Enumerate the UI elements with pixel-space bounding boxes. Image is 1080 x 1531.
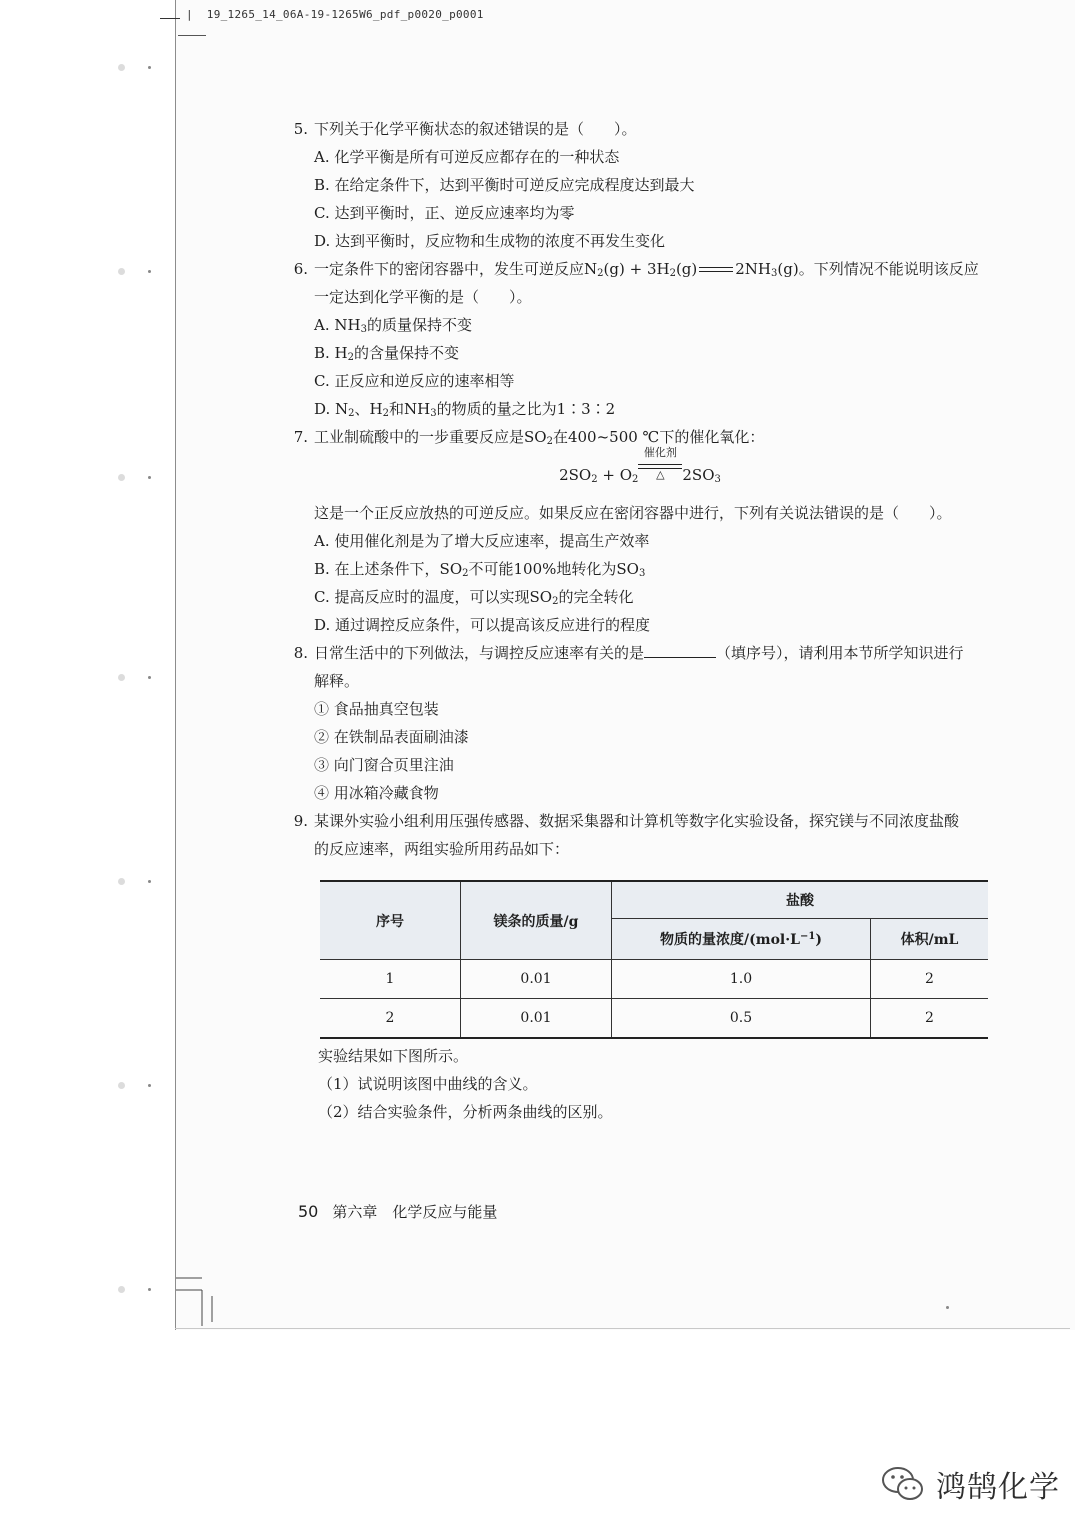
option-text: 、H — [354, 400, 383, 418]
equation: $N_2(g) + 3H_2(g)$ $2NH_3(g)$ — [584, 260, 799, 279]
reaction-equation: $2SO_2 + O_2$ 催化剂 △ $2SO_3$ — [559, 446, 721, 485]
option-d: D. 通过调控反应条件，可以提高该反应进行的程度 — [314, 616, 651, 634]
question-stem: 。下列情况不能说明该反应 — [798, 260, 979, 278]
scan-header: | 19_1265_14_06A-19-1265W6_pdf_p0020_p0001 — [160, 8, 484, 21]
crop-mark — [160, 8, 180, 19]
question-5 — [280, 115, 1000, 255]
scan-dot — [148, 270, 151, 273]
answer-blank[interactable] — [644, 641, 716, 658]
page-footer — [298, 1201, 497, 1222]
sheet-border — [175, 0, 176, 1330]
watermark — [880, 1462, 1060, 1506]
eq-term: + O — [597, 466, 633, 484]
question-stem: 一定条件下的密闭容器中，发生可逆反应 — [314, 260, 585, 278]
option-text: 的物质的量之比为1∶3∶2 — [436, 400, 616, 418]
binder-hole — [118, 64, 125, 71]
question-number: 9. — [293, 812, 308, 830]
header-mass: 镁条的质量/g — [461, 881, 612, 960]
scan-dot — [148, 476, 151, 479]
scan-dot — [148, 880, 151, 883]
eq-term: N — [584, 260, 598, 278]
heat-label: △ — [656, 468, 665, 481]
option-text: 的质量保持不变 — [366, 316, 472, 334]
catalyst-label: 催化剂 — [643, 446, 677, 459]
eq-term: 2SO — [682, 466, 715, 484]
follow-up-questions — [318, 1042, 613, 1126]
experiment-table — [320, 880, 988, 1039]
scan-dot — [148, 66, 151, 69]
option-a: A. $NH_3$的质量保持不变 — [314, 316, 472, 335]
question-list — [280, 115, 1000, 863]
option-c: C. 提高反应时的温度，可以实现$SO_2$的完全转化 — [314, 588, 634, 607]
question-stem: 一定达到化学平衡的是（ ）。 — [314, 288, 532, 306]
table-row — [320, 960, 988, 999]
wechat-logo-icon — [880, 1464, 926, 1504]
cell-mass: 0.01 — [461, 960, 612, 999]
question-6 — [280, 255, 1000, 423]
header-text: 物质的量浓度/(mol·L — [660, 932, 800, 948]
sub-question-2: （2）结合实验条件，分析两条曲线的区别。 — [318, 1103, 613, 1121]
question-stem: 解释。 — [314, 672, 360, 690]
question-stem: 下列关于化学平衡状态的叙述错误的是（ ）。 — [314, 120, 637, 138]
cell-seq: 1 — [320, 960, 461, 999]
question-stem: 日常生活中的下列做法，与调控反应速率有关的是 — [314, 644, 645, 662]
question-9 — [280, 807, 1000, 863]
question-number: 5. — [293, 120, 308, 138]
cell-concentration: 0.5 — [612, 999, 871, 1039]
question-stem: 在400~500 ℃下的催化氧化： — [552, 428, 765, 446]
page-number: 50 — [298, 1202, 319, 1221]
eq-term: 2NH — [735, 260, 771, 278]
crop-mark — [178, 35, 206, 36]
chapter-title: 第六章 化学反应与能量 — [332, 1203, 498, 1221]
option-text: D. N — [314, 400, 349, 418]
cell-mass: 0.01 — [461, 999, 612, 1039]
binder-hole — [118, 474, 125, 481]
scan-dot — [148, 1084, 151, 1087]
option-text: B. 在上述条件下，SO — [314, 560, 463, 578]
option-text: C. 提高反应时的温度，可以实现SO — [314, 588, 553, 606]
binder-hole — [118, 674, 125, 681]
eq-term: 2SO — [559, 466, 592, 484]
option-d: D. 达到平衡时，反应物和生成物的浓度不再发生变化 — [314, 232, 666, 250]
scan-dot — [148, 676, 151, 679]
question-stem: （填序号），请利用本节所学知识进行 — [716, 644, 964, 662]
option-text: 和NH — [389, 400, 431, 418]
question-stem: 某课外实验小组利用压强传感器、数据采集器和计算机等数字化实验设备，探究镁与不同浓度盐酸 — [314, 812, 960, 830]
header-text: −1 — [799, 931, 816, 942]
question-number: 6. — [293, 260, 308, 278]
watermark-text: 鸿鹄化学 — [936, 1470, 1060, 1505]
binder-hole — [118, 268, 125, 275]
binder-hole — [118, 1286, 125, 1293]
option-c: C. 达到平衡时，正、逆反应速率均为零 — [314, 204, 575, 222]
eq-term: 3H — [646, 260, 670, 278]
cell-volume: 2 — [871, 999, 989, 1039]
header-concentration — [612, 919, 871, 960]
list-item: ① 食品抽真空包装 — [314, 700, 439, 718]
question-number: 8. — [293, 644, 308, 662]
question-8 — [280, 639, 1000, 807]
table-row — [320, 999, 988, 1039]
result-line: 实验结果如下图所示。 — [318, 1047, 469, 1065]
cell-concentration: 1.0 — [612, 960, 871, 999]
question-7: 7. 工业制硫酸中的一步重要反应是$SO_2$在400~500 ℃下的催化氧化： $2SO_2 + O_2$ 催化剂 △ $2SO_3$ 这是一个正反应放热的可逆反应。如果反应在密闭容器中进行，下列有关说法错误的是（ ）。 A. 使用催化剂是为了增大反应速率，提高生产效率 B. 在上述条件下，$SO_2$不可能100%地转化为$SO_3$ C. 提高反应时的温度，可以实现$SO_2$的完全转化 D. 通过调控反应条件，可以提高该反应进行的程度 — [280, 423, 1000, 639]
question-stem: 工业制硫酸中的一步重要反应是SO — [314, 428, 547, 446]
option-b: B. 在上述条件下，$SO_2$不可能100%地转化为$SO_3$ — [314, 560, 646, 579]
list-item: ④ 用冰箱冷藏食物 — [314, 784, 439, 802]
option-text: 不可能100%地转化为SO — [468, 560, 639, 578]
header-volume: 体积/mL — [871, 919, 989, 960]
binder-hole — [118, 878, 125, 885]
option-text: A. NH — [314, 316, 361, 334]
reversible-arrow-icon — [699, 265, 733, 275]
catalyst-arrow-icon — [638, 446, 682, 481]
cell-volume: 2 — [871, 960, 989, 999]
sub-question-1: （1）试说明该图中曲线的含义。 — [318, 1075, 538, 1093]
header-text: ) — [815, 932, 822, 948]
option-text: 的含量保持不变 — [354, 344, 460, 362]
question-stem: 这是一个正反应放热的可逆反应。如果反应在密闭容器中进行，下列有关说法错误的是（ ）。 — [314, 504, 952, 522]
header-acid: 盐酸 — [612, 881, 989, 919]
sheet-border — [175, 1328, 1070, 1329]
option-c: C. 正反应和逆反应的速率相等 — [314, 372, 515, 390]
option-d: D. $N_2$、$H_2$和$NH_3$的物质的量之比为1∶3∶2 — [314, 400, 616, 419]
scan-dot — [946, 1306, 949, 1309]
scan-dot — [148, 1288, 151, 1291]
list-item: ③ 向门窗合页里注油 — [314, 756, 454, 774]
option-b: B. 在给定条件下，达到平衡时可逆反应完成程度达到最大 — [314, 176, 695, 194]
file-id: 19_1265_14_06A-19-1265W6_pdf_p0020_p0001 — [206, 8, 484, 21]
option-a: A. 化学平衡是所有可逆反应都存在的一种状态 — [314, 148, 620, 166]
option-a: A. 使用催化剂是为了增大反应速率，提高生产效率 — [314, 532, 650, 550]
crop-mark — [176, 1276, 226, 1326]
cell-seq: 2 — [320, 999, 461, 1039]
option-b: B. $H_2$的含量保持不变 — [314, 344, 460, 363]
question-stem: 的反应速率，两组实验所用药品如下： — [314, 840, 570, 858]
binder-hole — [118, 1082, 125, 1089]
question-number: 7. — [293, 428, 308, 446]
header-seq: 序号 — [320, 881, 461, 960]
option-text: B. H — [314, 344, 348, 362]
option-text: 的完全转化 — [558, 588, 634, 606]
list-item: ② 在铁制品表面刷油漆 — [314, 728, 469, 746]
